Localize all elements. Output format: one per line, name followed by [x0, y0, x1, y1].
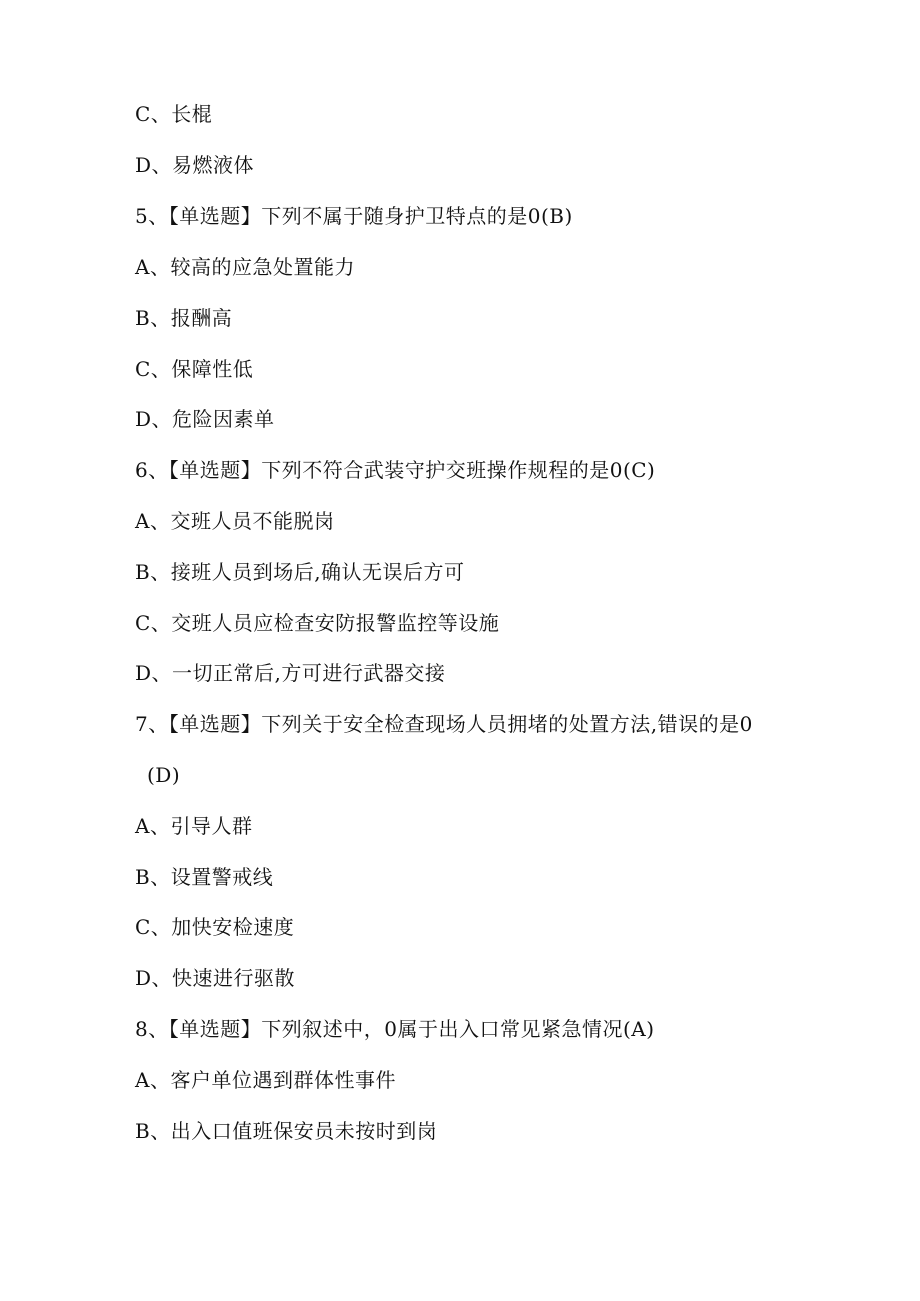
- option-b-q6: B、接班人员到场后,确认无误后方可: [135, 560, 465, 584]
- option-b-q7: B、设置警戒线: [135, 865, 274, 889]
- question-8: 8、【单选题】下列叙述中，0属于出入口常见紧急情况(A): [135, 1017, 655, 1041]
- option-c-q5: C、保障性低: [135, 357, 254, 381]
- option-d-q7: D、快速进行驱散: [135, 966, 296, 990]
- question-7-answer: (D): [147, 763, 181, 787]
- option-d-q6: D、一切正常后,方可进行武器交接: [135, 661, 446, 685]
- option-c-q7: C、加快安检速度: [135, 915, 295, 939]
- option-d-q5: D、危险因素单: [135, 407, 275, 431]
- option-a-q6: A、交班人员不能脱岗: [135, 509, 335, 533]
- question-6: 6、【单选题】下列不符合武装守护交班操作规程的是0(C): [135, 458, 656, 482]
- question-5: 5、【单选题】下列不属于随身护卫特点的是0(B): [135, 204, 573, 228]
- option-b-q8: B、出入口值班保安员未按时到岗: [135, 1119, 438, 1143]
- option-a-q7: A、引导人群: [135, 814, 253, 838]
- option-a-q8: A、客户单位遇到群体性事件: [135, 1068, 396, 1092]
- option-a-q5: A、较高的应急处置能力: [135, 255, 355, 279]
- option-c-q6: C、交班人员应检查安防报警监控等设施: [135, 611, 500, 635]
- option-c-q4: C、长棍: [135, 102, 213, 126]
- option-b-q5: B、报酬高: [135, 306, 233, 330]
- question-7: 7、【单选题】下列关于安全检查现场人员拥堵的处置方法,错误的是0: [135, 712, 753, 736]
- option-d-q4: D、易燃液体: [135, 153, 255, 177]
